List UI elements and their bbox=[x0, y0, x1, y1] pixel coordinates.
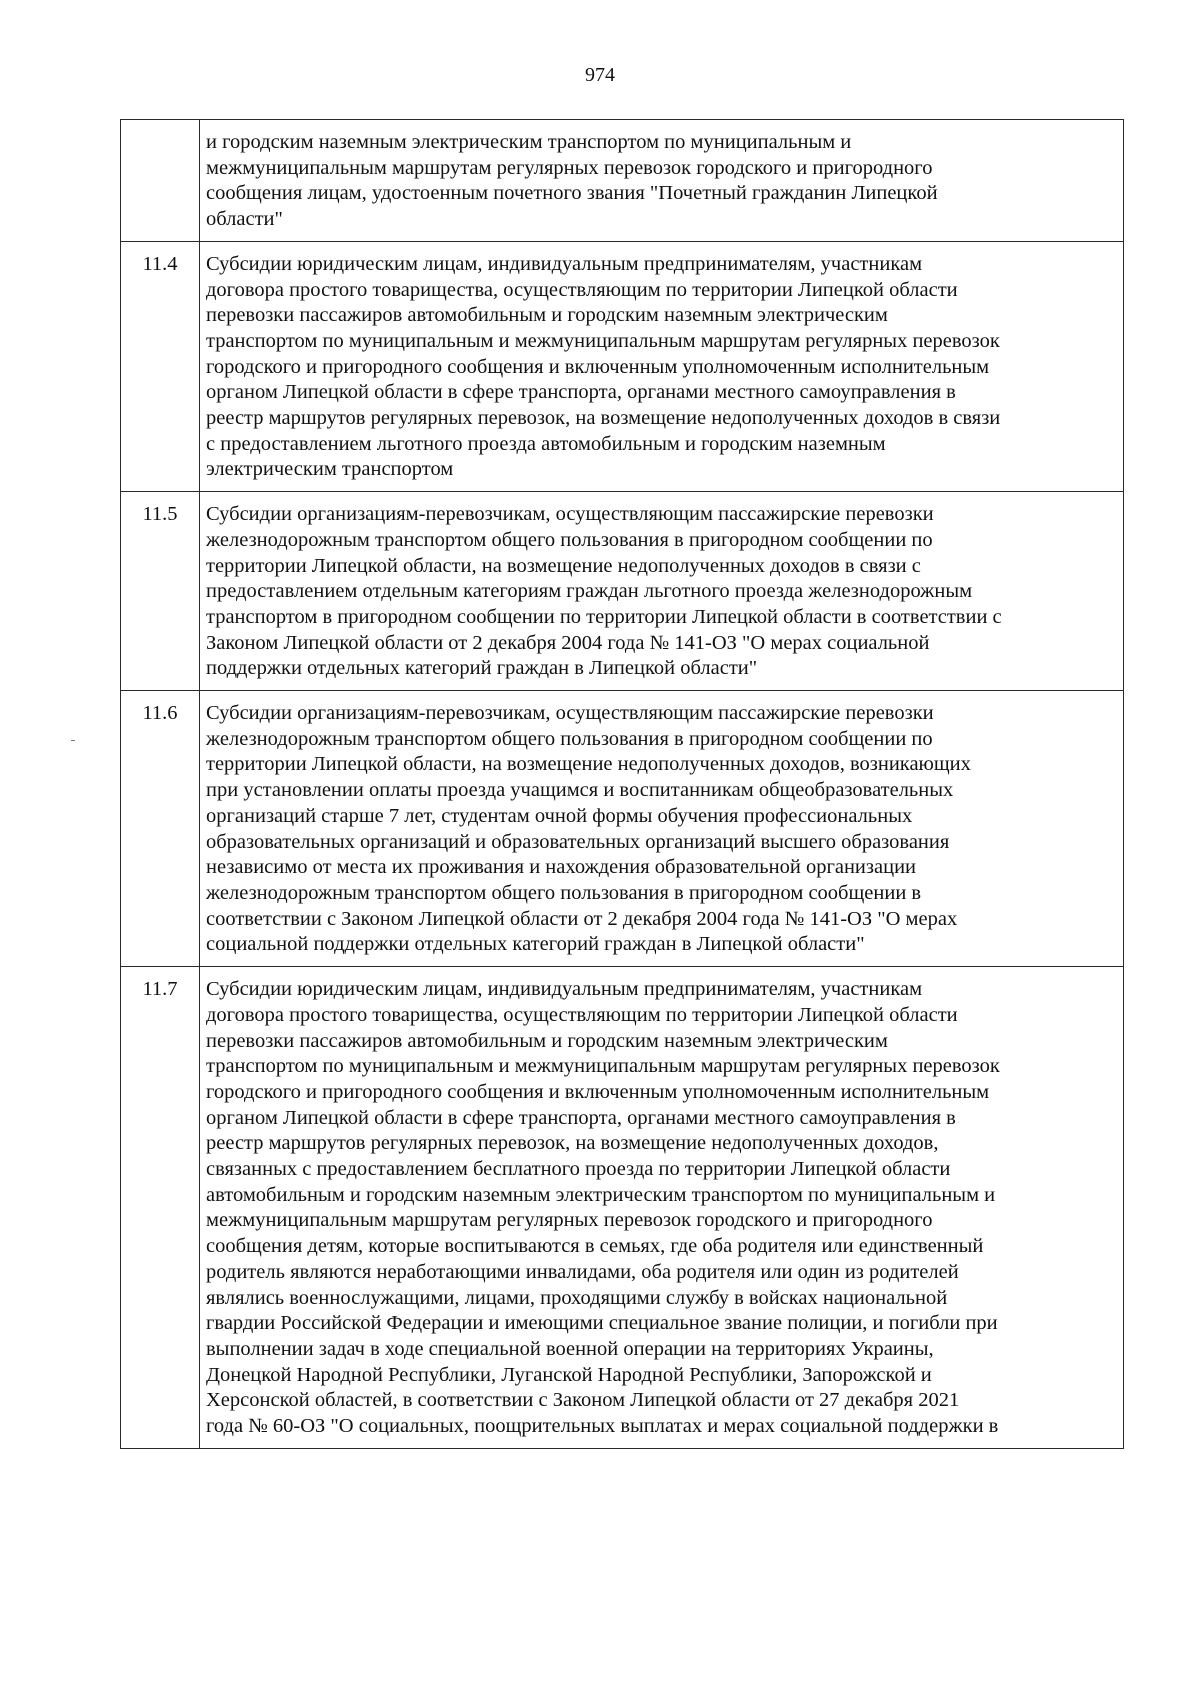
description-line: Субсидии организациям-перевозчикам, осуществляющим пассажирские перевозки bbox=[206, 702, 934, 725]
description-line: железнодорожным транспортом общего пользования в пригородном сообщении в bbox=[206, 881, 922, 904]
description-line: железнодорожным транспортом общего пользования в пригородном сообщении по bbox=[206, 727, 933, 750]
description-line: связанных с предоставлением бесплатного проезда по территории Липецкой области bbox=[206, 1158, 951, 1181]
description-line: органом Липецкой области в сфере транспорта, органами местного самоуправления в bbox=[206, 381, 956, 404]
description-line: транспортом по муниципальным и межмуниципальным маршрутам регулярных перевозок bbox=[206, 329, 1000, 352]
description-line: образовательных организаций и образовательных организаций высшего образования bbox=[206, 830, 950, 853]
item-number: 11.4 bbox=[121, 241, 200, 491]
description-line: территории Липецкой области, на возмещение недополученных доходов, возникающих bbox=[206, 753, 971, 776]
table-row bbox=[121, 120, 1124, 242]
description-line: договора простого товарищества, осуществляющим по территории Липецкой области bbox=[206, 1003, 958, 1026]
description-line: с предоставлением льготного проезда автомобильным и городским наземным bbox=[206, 432, 886, 455]
description-line: гвардии Российской Федерации и имеющими специальное звание полиции, и погибли при bbox=[206, 1312, 998, 1335]
description-line: независимо от места их проживания и нахождения образовательной организации bbox=[206, 856, 917, 879]
description-line: территории Липецкой области, на возмещение недополученных доходов в связи с bbox=[206, 554, 921, 577]
description-line: договора простого товарищества, осуществляющим по территории Липецкой области bbox=[206, 278, 958, 301]
description-line: межмуниципальным маршрутам регулярных перевозок городского и пригородного bbox=[206, 156, 933, 179]
description-line: Херсонской областей, в соответствии с Законом Липецкой области от 27 декабря 2021 bbox=[206, 1389, 960, 1412]
description-line: транспортом по муниципальным и межмуниципальным маршрутам регулярных перевозок bbox=[206, 1055, 1000, 1078]
description-line: выполнении задач в ходе специальной военной операции на территориях Украины, bbox=[206, 1337, 934, 1360]
description-line: сообщения лицам, удостоенным почетного звания "Почетный гражданин Липецкой bbox=[206, 182, 938, 205]
description-line: области" bbox=[206, 208, 283, 231]
description-line: Законом Липецкой области от 2 декабря 2004 года № 141-ОЗ "О мерах социальной bbox=[206, 631, 930, 654]
item-description bbox=[200, 492, 1124, 691]
table-row bbox=[121, 967, 1124, 1449]
item-number: 11.7 bbox=[121, 967, 200, 1449]
table-row bbox=[121, 241, 1124, 491]
description-line: электрическим транспортом bbox=[206, 458, 454, 481]
description-line: перевозки пассажиров автомобильным и городским наземным электрическим bbox=[206, 1029, 888, 1052]
table-row bbox=[121, 492, 1124, 691]
item-number: 11.6 bbox=[121, 691, 200, 967]
description-line: организаций старше 7 лет, студентам очной формы обучения профессиональных bbox=[206, 804, 913, 827]
subsidy-table bbox=[120, 119, 1124, 1449]
description-line: являлись военнослужащими, лицами, проходящими службу в войсках национальной bbox=[206, 1286, 948, 1309]
description-line: автомобильным и городским наземным электрическим транспортом по муниципальным и bbox=[206, 1183, 996, 1206]
item-description bbox=[200, 967, 1124, 1449]
description-line: социальной поддержки отдельных категорий граждан в Липецкой области" bbox=[206, 933, 865, 956]
description-line: Субсидии юридическим лицам, индивидуальным предпринимателям, участникам bbox=[206, 978, 923, 1001]
description-line: родитель являются неработающими инвалидами, оба родителя или один из родителей bbox=[206, 1260, 959, 1283]
description-line: года № 60-ОЗ "О социальных, поощрительных выплатах и мерах социальной поддержки в bbox=[206, 1415, 999, 1438]
description-line: Донецкой Народной Республики, Луганской Народной Республики, Запорожской и bbox=[206, 1363, 932, 1386]
item-number bbox=[121, 120, 200, 242]
description-line: Субсидии юридическим лицам, индивидуальным предпринимателям, участникам bbox=[206, 252, 923, 275]
table-body bbox=[121, 120, 1124, 1449]
page-number: 974 bbox=[585, 64, 615, 86]
description-line: органом Липецкой области в сфере транспорта, органами местного самоуправления в bbox=[206, 1106, 956, 1129]
description-line: городского и пригородного сообщения и включенным уполномоченным исполнительным bbox=[206, 1080, 990, 1103]
table-row bbox=[121, 691, 1124, 967]
description-line: межмуниципальным маршрутам регулярных перевозок городского и пригородного bbox=[206, 1209, 933, 1232]
description-line: предоставлением отдельным категориям граждан льготного проезда железнодорожным bbox=[206, 580, 973, 603]
description-line: сообщения детям, которые воспитываются в семьях, где оба родителя или единственный bbox=[206, 1235, 984, 1258]
item-description bbox=[200, 241, 1124, 491]
item-description bbox=[200, 120, 1124, 242]
description-line: перевозки пассажиров автомобильным и городским наземным электрическим bbox=[206, 304, 888, 327]
description-line: железнодорожным транспортом общего пользования в пригородном сообщении по bbox=[206, 528, 933, 551]
description-line: соответствии с Законом Липецкой области от 2 декабря 2004 года № 141-ОЗ "О мерах bbox=[206, 907, 958, 930]
description-line: при установлении оплаты проезда учащимся и воспитанникам общеобразовательных bbox=[206, 779, 954, 802]
description-line: поддержки отдельных категорий граждан в Липецкой области" bbox=[206, 657, 758, 680]
scan-mark bbox=[71, 740, 75, 741]
item-description bbox=[200, 691, 1124, 967]
description-line: транспортом в пригородном сообщении по территории Липецкой области в соответствии с bbox=[206, 605, 1002, 628]
description-line: и городским наземным электрическим транспортом по муниципальным и bbox=[206, 131, 852, 153]
description-line: реестр маршрутов регулярных перевозок, на возмещение недополученных доходов, bbox=[206, 1132, 939, 1155]
description-line: городского и пригородного сообщения и включенным уполномоченным исполнительным bbox=[206, 355, 990, 378]
item-number: 11.5 bbox=[121, 492, 200, 691]
description-line: реестр маршрутов регулярных перевозок, на возмещение недополученных доходов в связи bbox=[206, 407, 1001, 430]
description-line: Субсидии организациям-перевозчикам, осуществляющим пассажирские перевозки bbox=[206, 503, 934, 526]
